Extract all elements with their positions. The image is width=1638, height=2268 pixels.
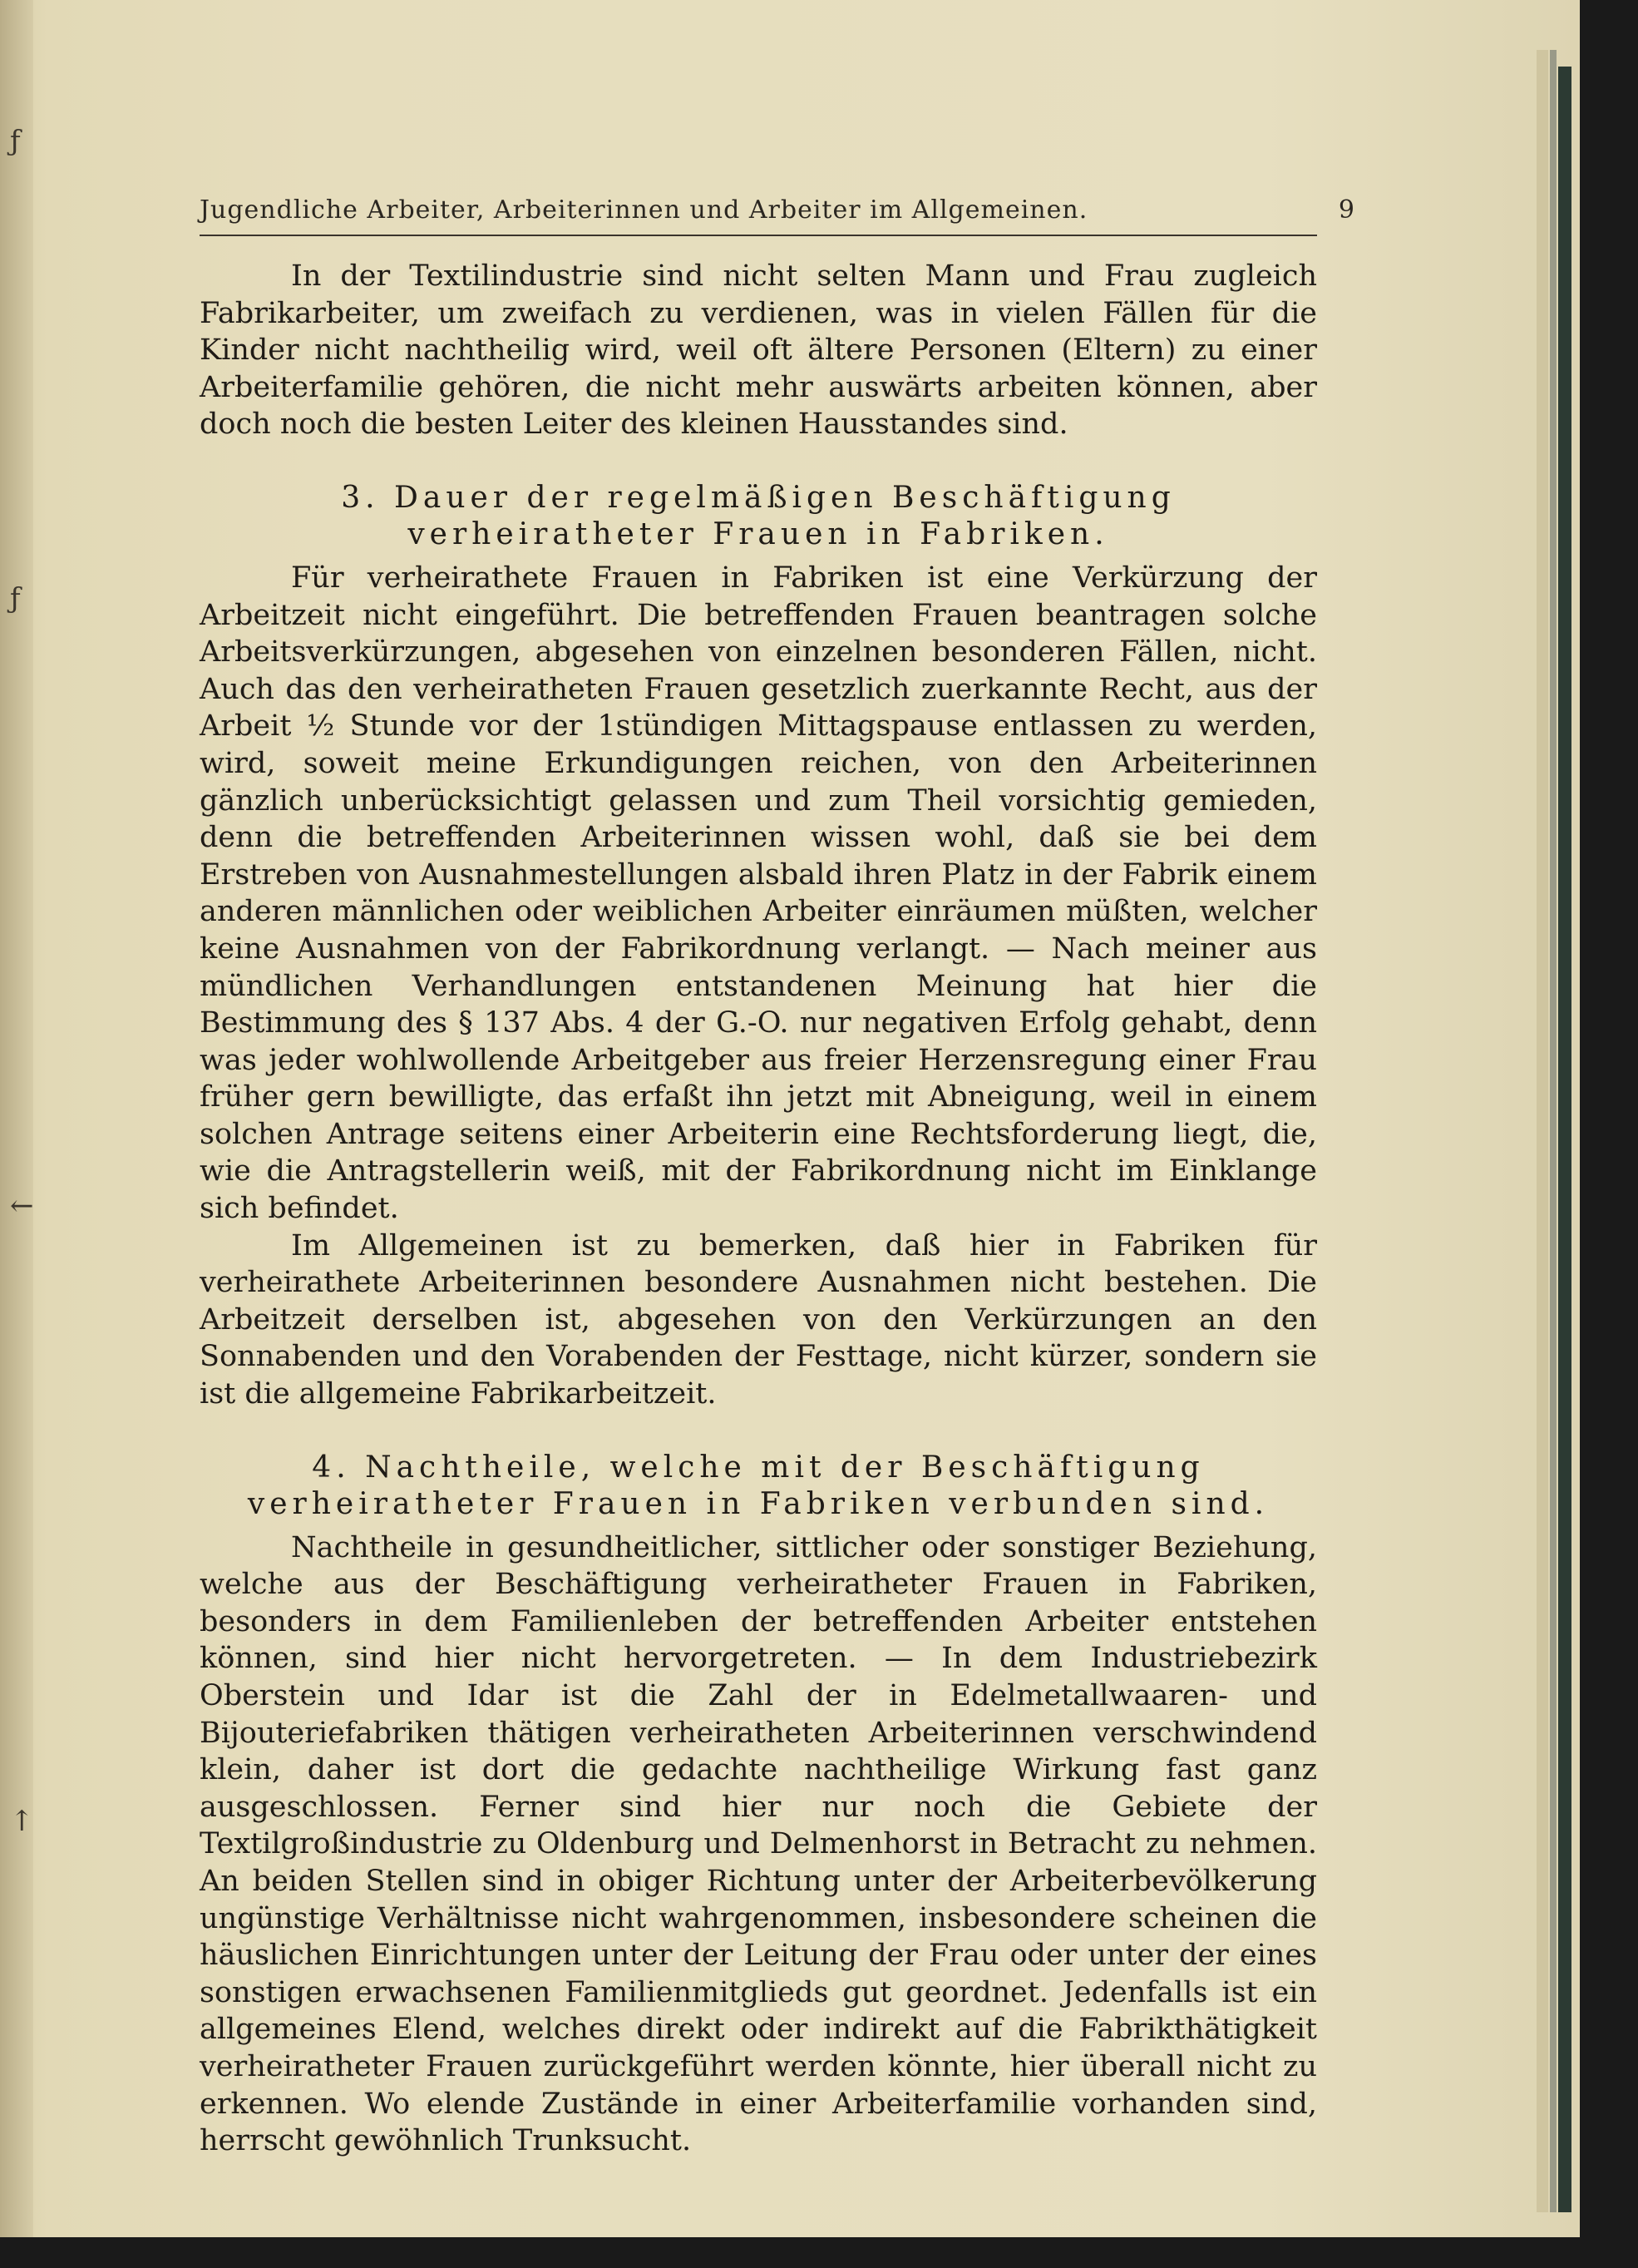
margin-mark: ↑ (10, 1805, 34, 1838)
text-page (33, 0, 1535, 2237)
book-cover-edge (1558, 67, 1571, 2212)
header-rule (200, 235, 1317, 236)
paragraph-disadvantages: Nachtheile in gesundheitlicher, sittlicher oder sonstiger Beziehung, welche aus der Beschäftigung verheiratheter Frauen in Fabriken, besonders in dem Familienleben der betreffenden Arbeiter entstehen können, sind hier nicht hervorgetreten. — In dem Industriebezirk Oberstein und Idar ist die Zahl der in Edelmetallwaaren- und Bijouteriefabriken thätigen verheiratheten Arbeiterinnen verschwindend klein, daher ist dort die gedachte nachtheilige Wirkung fast ganz ausgeschlossen. Ferner sind hier nur noch die Gebiete der Textilgroßindustrie zu Oldenburg und Delmenhorst in Betracht zu nehmen. An beiden Stellen sind in obiger Richtung unter der Arbeiterbevölkerung ungünstige Verhältnisse nicht wahrgenommen, insbesondere scheinen die häuslichen Einrichtungen unter der Leitung der Frau oder unter der eines sonstigen erwachsenen Familienmitglieds gut geordnet. Jedenfalls ist ein allgemeines Elend, welches direkt oder indirekt auf die Fabrikthätigkeit verheiratheter Frauen zurückgeführt werden könnte, hier überall nicht zu erkennen. Wo elende Zustände in einer Arbeiterfamilie vorhanden sind, herrscht gewöhnlich Trunksucht. (200, 1530, 1317, 2158)
margin-mark: ƒ (10, 582, 21, 615)
page-edge (1537, 50, 1548, 2212)
section-heading-4: 4. Nachtheile, welche mit der Beschäftigung verheiratheter Frauen in Fabriken verbunden sind. (247, 1450, 1270, 1521)
margin-mark: ← (10, 1189, 34, 1223)
paragraph-working-hours: Für verheirathete Frauen in Fabriken ist eine Verkürzung der Arbeitzeit nicht eingeführt. Die betreffenden Frauen beantragen solche Arbeitsverkürzungen, abgesehen von einzelnen besonderen Fällen, nicht. Auch das den verheiratheten Frauen gesetzlich zuerkannte Recht, aus der Arbeit ½ Stunde vor der 1stündigen Mittagspause entlassen zu werden, wird, soweit meine Erkundigungen reichen, von den Arbeiterinnen gänzlich unberücksichtigt gelassen und zum Theil vorsichtig gemieden, denn die betreffenden Arbeiterinnen wissen wohl, daß sie bei dem Erstreben von Ausnahmestellungen alsbald ihren Platz in der Fabrik einem anderen männlichen oder weiblichen Arbeiter einräumen müßten, welcher keine Ausnahmen von der Fabrikordnung verlangt. — Nach meiner aus mündlichen Verhandlungen entstandenen Meinung hat hier die Bestimmung des § 137 Abs. 4 der G.-O. nur negativen Erfolg gehabt, denn was jeder wohlwollende Arbeitgeber aus freier Herzensregung einer Frau früher gern bewilligte, das erfaßt ihn jetzt mit Abneigung, weil in einem solchen Antrage seitens einer Arbeiterin eine Rechtsforderung liegt, die, wie die Antragstellerin weiß, mit der Fabrikordnung nicht im Einklange sich befindet. (200, 561, 1317, 1226)
running-title: Jugendliche Arbeiter, Arbeiterinnen und Arbeiter im Allgemeinen. (200, 195, 1088, 225)
body-text (200, 258, 1317, 2160)
page-number: 9 (1338, 195, 1355, 225)
binding-gutter (0, 0, 33, 2237)
page-edge (1550, 50, 1557, 2212)
section-heading-3: 3. Dauer der regelmäßigen Beschäftigung verheiratheter Frauen in Fabriken. (341, 480, 1176, 551)
margin-mark: ƒ (10, 125, 21, 158)
running-head (200, 185, 1355, 235)
paragraph-textile: In der Textilindustrie sind nicht selten Mann und Frau zugleich Fabrikarbeiter, um zweifach zu verdienen, was in vielen Fällen für die Kinder nicht nachtheilig wird, weil oft ältere Personen (Eltern) zu einer Arbeiterfamilie gehören, die nicht mehr auswärts arbeiten können, aber doch noch die besten Leiter des kleinen Hausstandes sind. (200, 259, 1317, 442)
paragraph-general: Im Allgemeinen ist zu bemerken, daß hier in Fabriken für verheirathete Arbeiterinnen besondere Ausnahmen nicht bestehen. Die Arbeitzeit derselben ist, abgesehen von den Verkürzungen an den Sonnabenden und den Vorabenden der Festtage, nicht kürzer, sondern sie ist die allgemeine Fabrikarbeitzeit. (200, 1228, 1317, 1411)
